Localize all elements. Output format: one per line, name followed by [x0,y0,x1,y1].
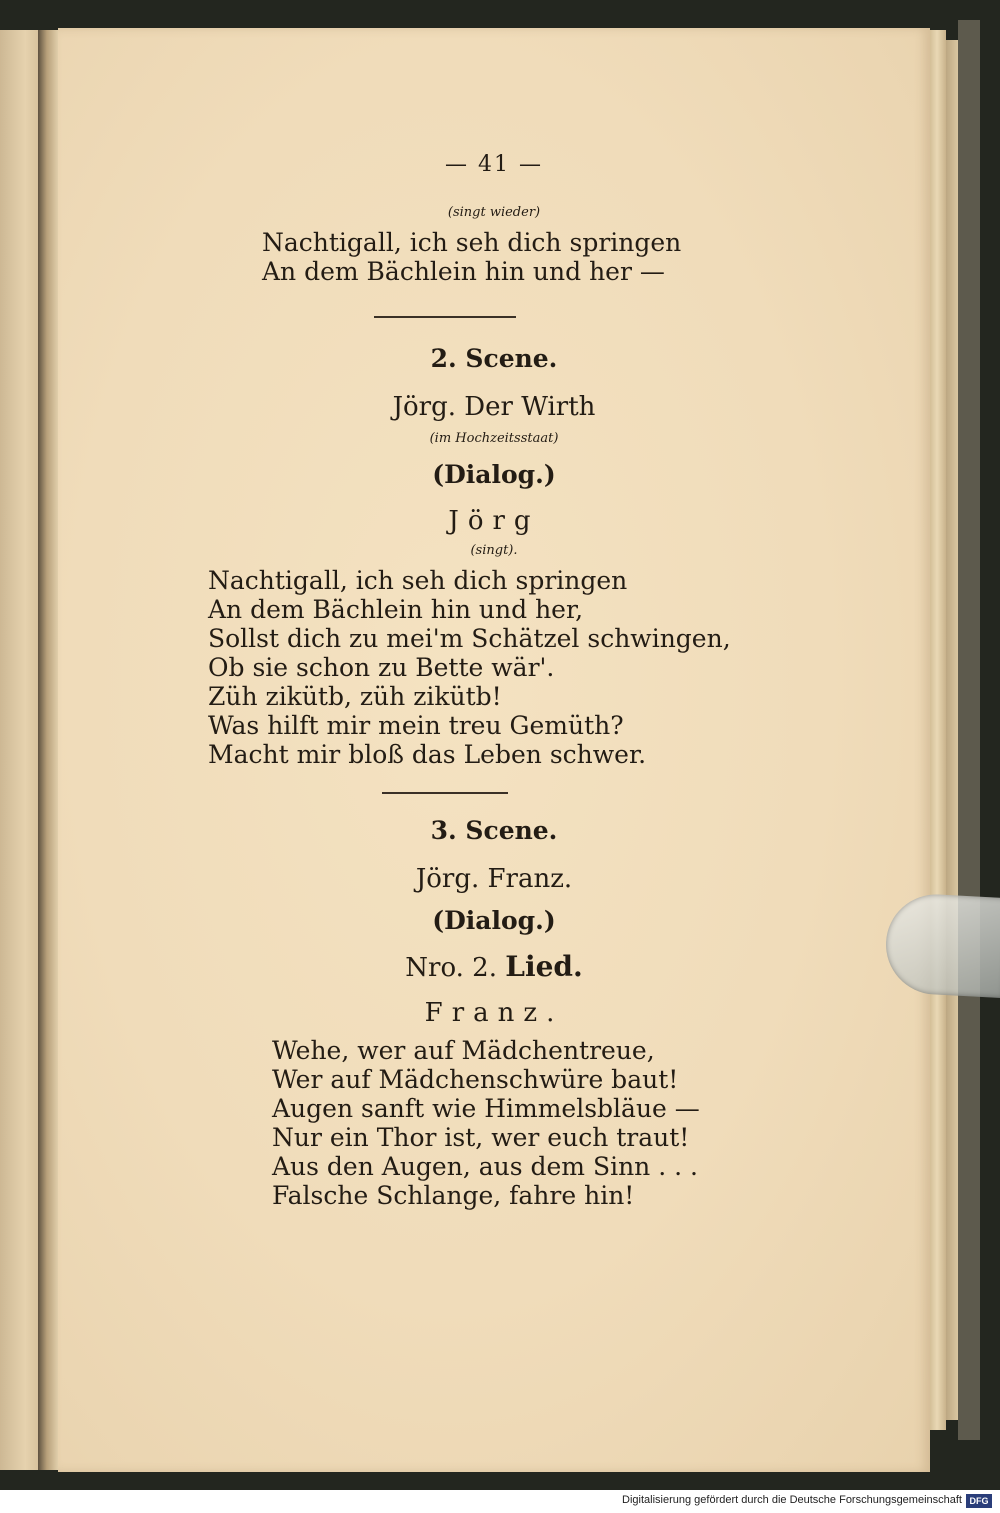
scene-title: 2. Scene. [430,344,558,373]
page-number: — 41 — [445,152,543,177]
song-heading [58,950,930,983]
costume-direction: (im Hochzeitsstaat) [429,431,559,446]
stage-direction: (singt wieder) [447,205,541,220]
dialog-label: (Dialog.) [432,460,556,489]
verse-line: Wehe, wer auf Mädchentreue, [272,1036,655,1065]
verse-line: Sollst dich zu mei'm Schätzel schwingen, [208,624,731,653]
page-stack-edge [944,40,958,1420]
section-divider [374,316,516,318]
verse-line: Wer auf Mädchenschwüre baut! [272,1065,679,1094]
dfg-logo: DFG [966,1494,992,1508]
verse-line: Was hilft mir mein treu Gemüth? [208,711,624,740]
verse-line: Nachtigall, ich seh dich springen [208,566,628,595]
scene-title: 3. Scene. [430,816,558,845]
verse-line: Aus den Augen, aus dem Sinn . . . [272,1152,698,1181]
book-gutter [38,30,60,1470]
left-page-edge [0,30,42,1470]
verse-line: Züh zikütb, züh zikütb! [208,682,502,711]
verse-line: Macht mir bloß das Leben schwer. [208,740,647,769]
footer-credit: Digitalisierung gefördert durch die Deutsche Forschungsgemeinschaft [622,1494,962,1506]
verse-line: Augen sanft wie Himmelsbläue — [272,1094,700,1123]
verse-line: An dem Bächlein hin und her, [208,595,584,624]
scene-characters: Jörg. Franz. [415,864,573,894]
section-divider [382,792,508,794]
speaker-direction: (singt). [470,543,518,558]
song-number: Nro. 2. [405,953,497,983]
verse-line: Falsche Schlange, fahre hin! [272,1181,635,1210]
book-cover-edge [958,20,980,1440]
verse-line: Nachtigall, ich seh dich springen [262,228,682,257]
verse-line: Nur ein Thor ist, wer euch traut! [272,1123,690,1152]
song-title: Lied. [505,950,583,983]
book-page [58,28,930,1472]
verse-line: An dem Bächlein hin und her — [262,257,665,286]
speaker-name: Franz. [424,998,564,1028]
speaker-name: Jörg [448,506,540,536]
scene-characters: Jörg. Der Wirth [392,392,596,422]
verse-line: Ob sie schon zu Bette wär'. [208,653,555,682]
page-stack-edge [928,30,946,1430]
dialog-label: (Dialog.) [432,906,556,935]
